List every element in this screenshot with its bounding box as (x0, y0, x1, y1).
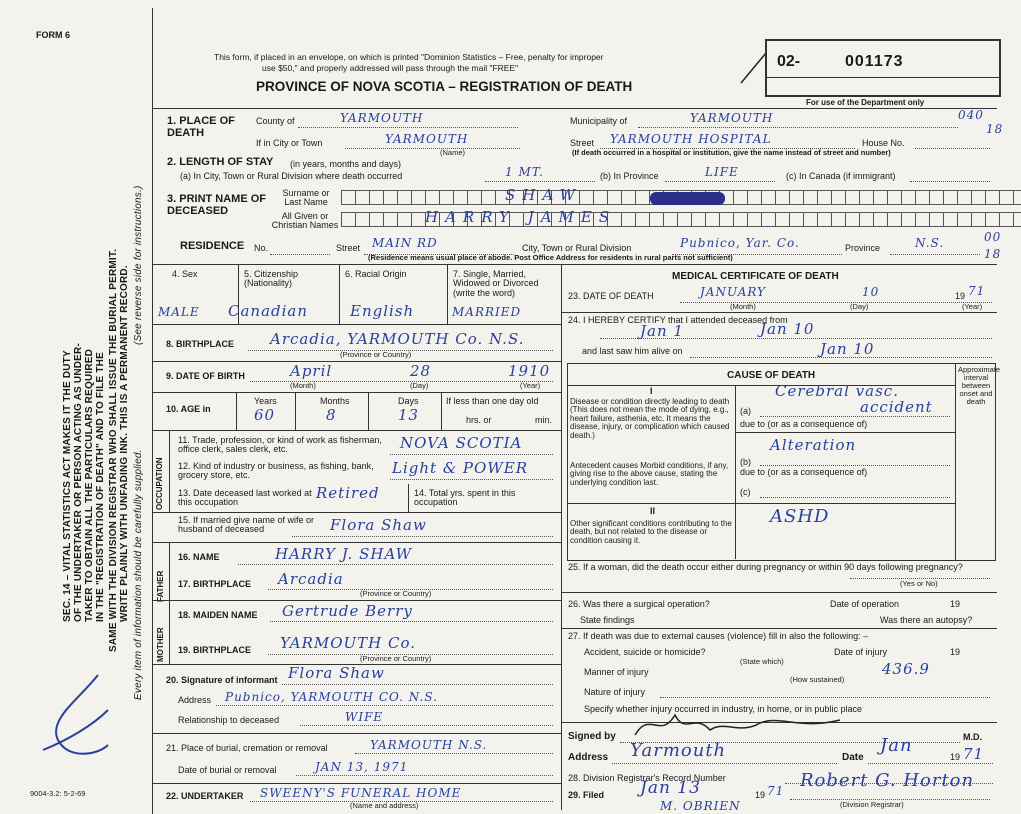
cell-divider (339, 264, 340, 324)
signed-by-label: Signed by (568, 731, 616, 742)
row-divider (152, 512, 561, 513)
woman-label: 25. If a woman, did the death occur either during pregnancy or within 90 days following pregnancy? (568, 562, 963, 572)
side-text-7: Every item of information should be carefully supplied. (133, 449, 144, 700)
hrs-label: hrs. or (466, 415, 492, 425)
mother-bp-caption: (Province or Country) (360, 654, 432, 663)
registrar-signature: Robert G. Horton (800, 770, 975, 791)
row-divider (561, 592, 997, 593)
house-no-label: House No. (862, 138, 905, 148)
cell-divider (295, 392, 296, 430)
cell-divider (236, 392, 237, 430)
code-040: 040 (958, 108, 984, 122)
spouse-value[interactable]: Flora Shaw (330, 516, 427, 534)
cell-divider (735, 385, 736, 559)
residence-street-label: Street (336, 243, 361, 253)
due-to-b: due to (or as a consequence of) (740, 467, 868, 477)
year-prefix: 19 (950, 752, 961, 762)
deceased-name-label: 3. PRINT NAME OF DECEASED (167, 193, 267, 217)
nature-label: Nature of injury (584, 687, 646, 697)
yes-no-caption: (Yes or No) (900, 579, 938, 588)
mother-birthplace-label: 19. BIRTHPLACE (178, 645, 252, 655)
racial-value[interactable]: English (350, 302, 415, 320)
due-to-a: due to (or as a consequence of) (740, 419, 868, 429)
physician-signature (630, 705, 850, 745)
side-text-6: WRITE PLAINLY WITH UNFADING INK. THIS IS A PERMANENT RECORD. (119, 265, 130, 622)
reg-number: 001173 (845, 53, 904, 70)
cause-c-letter: (c) (740, 487, 751, 497)
length-of-stay-label: 2. LENGTH OF STAY (167, 156, 274, 168)
state-which-caption: (State which) (740, 657, 784, 666)
informant-signature[interactable]: Flora Shaw (288, 664, 385, 682)
stay-city-label: (a) In City, Town or Rural Division where death occurred (180, 171, 403, 181)
father-name-label: 16. NAME (178, 552, 220, 562)
days-caption: Days (398, 396, 419, 406)
form-number: FORM 6 (36, 30, 71, 40)
cell-divider (955, 363, 956, 560)
given-label: All Given or Christian Names (271, 211, 339, 231)
burial-place-value[interactable]: YARMOUTH N.S. (370, 738, 488, 752)
death-year-prefix: 19 (955, 291, 966, 301)
side-text-3: TAKER TO OBTAIN ALL THE PARTICULARS REQUIRED (84, 348, 95, 622)
spouse-label: 15. If married give name of wife or husband of deceased (178, 515, 315, 535)
stay-canada-label: (c) In Canada (if immigrant) (786, 171, 896, 181)
row-divider (735, 432, 955, 433)
county-value[interactable]: YARMOUTH (340, 111, 424, 125)
how-sustained-caption: (How sustained) (790, 675, 845, 684)
undertaker-label: 22. UNDERTAKER (166, 791, 244, 801)
cell-divider (169, 430, 170, 512)
residence-street-value[interactable]: MAIN RD (372, 236, 438, 250)
notice-line-2: use $50," and properly addressed will pass through the mail "FREE" (262, 63, 519, 73)
check-mark (736, 48, 776, 88)
death-date-label: 23. DATE OF DEATH (568, 291, 654, 301)
mother-birthplace-value[interactable]: YARMOUTH Co. (280, 634, 417, 652)
physician-address[interactable]: Yarmouth (630, 740, 727, 761)
margin-signature-mark (38, 670, 118, 770)
date-operation-label: Date of operation (830, 599, 900, 609)
birthplace-value[interactable]: Arcadia, YARMOUTH Co. N.S. (270, 330, 525, 348)
hospital-note: (If death occurred in a hospital or institution, give the name instead of street and number) (572, 148, 891, 157)
attended-from[interactable]: Jan 1 (640, 322, 684, 340)
birthplace-label: 8. BIRTHPLACE (166, 339, 235, 349)
informant-address-label: Address (178, 695, 212, 705)
row-divider (152, 430, 561, 431)
side-text-4: IN THE "REGISTRATION OF DEATH" AND TO FILE THE (95, 352, 106, 622)
roman-two: II (650, 506, 656, 516)
death-year[interactable]: 71 (968, 284, 986, 298)
dob-month-caption: (Month) (290, 381, 316, 390)
accident-label: Accident, suicide or homicide? (584, 647, 706, 657)
street-label: Street (570, 138, 595, 148)
last-saw-label: and last saw him alive on (582, 346, 683, 356)
stay-province-value[interactable]: LIFE (705, 165, 739, 179)
cause-a2-value[interactable]: accident (860, 398, 933, 416)
undertaker-caption: (Name and address) (350, 801, 419, 810)
attended-to[interactable]: Jan 10 (760, 320, 815, 338)
onset-label: Approximate interval between onset and death (958, 365, 1001, 406)
side-text-2: OF THE UNDERTAKER OR PERSON ACTING AS UNDER- (73, 343, 84, 622)
antecedent-label: Antecedent causes Morbid conditions, if any, giving rise to the above cause, stating the underlying condition last. (570, 461, 729, 487)
cause-a-letter: (a) (740, 406, 751, 416)
racial-label: 6. Racial Origin (345, 269, 407, 279)
years-caption: Years (254, 396, 277, 406)
dob-year-caption: (Year) (520, 381, 541, 390)
row-divider (152, 783, 561, 784)
length-of-stay-note: (in years, months and days) (290, 159, 402, 169)
residence-no-label: No. (254, 243, 269, 253)
occupation-side-label: OCCUPATION (155, 457, 164, 510)
father-side-label: FATHER (156, 570, 165, 602)
industry-value[interactable]: Light & POWER (392, 459, 528, 477)
other-cause-value[interactable]: ASHD (770, 506, 830, 527)
sign-date-label: Date (842, 752, 864, 763)
cause-b-letter: (b) (740, 457, 751, 467)
row-divider (561, 628, 997, 629)
cell-divider (408, 484, 409, 512)
marital-label: 7. Single, Married, Widowed or Divorced (write the word) (453, 269, 539, 298)
roman-one: I (650, 386, 653, 396)
total-years-label: 14. Total yrs. spent in this occupation (414, 488, 516, 508)
residence-note: (Residence means usual place of abode. Post Office Address for residents in rural parts not sufficient) (368, 253, 733, 262)
residence-province-label: Province (845, 243, 881, 253)
cell-divider (169, 542, 170, 664)
row-divider (152, 600, 561, 601)
sign-date[interactable]: Jan (880, 735, 913, 756)
dob-day-caption: (Day) (410, 381, 429, 390)
specify-label: Specify whether injury occurred in industry, in home, or in public place (584, 704, 862, 714)
citizenship-label: 5. Citizenship (Nationality) (244, 269, 299, 289)
side-text-1: SEC. 14 – VITAL STATISTICS ACT MAKES IT THE DUTY (62, 350, 73, 622)
row-divider (152, 324, 561, 325)
surname-label: Surname or Last Name (282, 188, 330, 208)
age-months[interactable]: 8 (326, 406, 337, 424)
father-name-value[interactable]: HARRY J. SHAW (275, 545, 413, 563)
dob-day[interactable]: 28 (410, 362, 432, 380)
sex-label: 4. Sex (172, 269, 198, 279)
residence-city-value[interactable]: Pubnico, Yar. Co. (680, 236, 800, 250)
surgical-label: 26. Was there a surgical operation? (568, 599, 710, 609)
birthplace-caption: (Province or Country) (340, 350, 412, 359)
reg-prefix: 02- (777, 53, 801, 70)
burial-place-label: 21. Place of burial, cremation or removal (166, 743, 328, 753)
mother-maiden-label: 18. MAIDEN NAME (178, 610, 258, 620)
footer-code: 9004-3.2: 5-2-69 (30, 789, 86, 798)
disease-label: Disease or condition directly leading to death (This does not mean the mode of dying, e.g., heart failure, asthenia, etc. It means the disease, injury, or complication which caused death.) (570, 397, 730, 440)
external-label: 27. If death was due to external causes (violence) fill in also the following: – (568, 631, 869, 641)
redaction-mark (650, 192, 725, 205)
trade-value[interactable]: NOVA SCOTIA (400, 434, 523, 452)
mother-maiden-value[interactable]: Gertrude Berry (282, 602, 413, 620)
registrar-caption: (Division Registrar) (840, 800, 904, 809)
row-divider (567, 503, 955, 504)
burial-date-value[interactable]: JAN 13, 1971 (315, 760, 409, 774)
last-worked-label: 13. Date deceased last worked at this occupation (178, 488, 312, 508)
residence-code-bottom: 18 (984, 247, 1002, 261)
row-divider (152, 733, 561, 734)
cell-divider (447, 264, 448, 324)
row-divider (561, 312, 997, 313)
residence-label: RESIDENCE (180, 240, 245, 252)
city-label: If in City or Town (256, 138, 323, 148)
left-margin-line (152, 8, 153, 814)
residence-city-label: City, Town or Rural Division (522, 243, 632, 253)
last-saw-value[interactable]: Jan 10 (820, 340, 875, 358)
informant-sig-label: 20. Signature of informant (166, 675, 278, 685)
sign-year[interactable]: 71 (963, 745, 985, 763)
filed-label: 29. Filed (568, 790, 605, 800)
residence-province-value[interactable]: N.S. (915, 236, 945, 250)
father-birthplace-value[interactable]: Arcadia (278, 570, 344, 588)
street-value[interactable]: YARMOUTH HOSPITAL (610, 132, 772, 146)
age-days[interactable]: 13 (398, 406, 420, 424)
municipality-label: Municipality of (570, 116, 628, 126)
residence-code-top: 00 (984, 230, 1002, 244)
registration-number-box (765, 39, 1001, 97)
md-label: M.D. (963, 732, 982, 742)
row-divider (152, 392, 561, 393)
record-number-label: 28. Division Registrar's Record Number (568, 773, 726, 783)
death-day-caption: (Day) (850, 302, 869, 311)
cause-title: CAUSE OF DEATH (727, 370, 816, 381)
relationship-value[interactable]: WIFE (345, 710, 384, 724)
date-injury-label: Date of injury (834, 647, 888, 657)
place-of-death-label: 1. PLACE OF DEATH (167, 115, 235, 139)
name-caption: (Name) (440, 148, 466, 157)
lt-day-label: If less than one day old (446, 396, 539, 406)
cell-divider (368, 392, 369, 430)
registrar-stamp-name: M. OBRIEN (660, 799, 741, 813)
marital-value[interactable]: MARRIED (452, 305, 522, 319)
age-years[interactable]: 60 (254, 406, 276, 424)
mother-side-label: MOTHER (156, 627, 165, 662)
burial-date-label: Date of burial or removal (178, 765, 277, 775)
certify-label: 24. I HEREBY CERTIFY that I attended deceased from (568, 315, 788, 325)
filed-year[interactable]: 71 (767, 784, 785, 798)
relationship-label: Relationship to deceased (178, 715, 280, 725)
cause-a-value[interactable]: Cerebral vasc. (775, 382, 899, 400)
municipality-value[interactable]: YARMOUTH (690, 111, 774, 125)
sex-value[interactable]: MALE (158, 305, 200, 319)
section-divider (152, 108, 997, 109)
notice-line-1: This form, if placed in an envelope, on which is printed "Dominion Statistics – Free, penalty for improper (214, 52, 604, 62)
cause-b-value[interactable]: Alteration (770, 436, 857, 454)
father-bp-caption: (Province or Country) (360, 589, 432, 598)
cell-divider (441, 392, 442, 430)
father-birthplace-label: 17. BIRTHPLACE (178, 579, 252, 589)
citizenship-value[interactable]: Canadian (228, 302, 309, 320)
row-divider (152, 542, 561, 543)
findings-label: State findings (580, 615, 635, 625)
code-18: 18 (986, 122, 1004, 136)
given-value[interactable]: HARRY JAMES (425, 208, 617, 226)
stay-city-value[interactable]: 1 MT. (505, 165, 544, 179)
dob-month[interactable]: April (290, 362, 333, 380)
last-worked-value[interactable]: Retired (316, 484, 380, 502)
death-year-caption: (Year) (962, 302, 983, 311)
stay-province-label: (b) In Province (600, 171, 659, 181)
surname-value[interactable]: SHAW (505, 186, 582, 204)
death-month-caption: (Month) (730, 302, 756, 311)
row-divider (152, 361, 561, 362)
autopsy-label: Was there an autopsy? (880, 615, 973, 625)
section-divider (152, 264, 997, 265)
age-label: 10. AGE in (166, 404, 211, 414)
dept-use-label: For use of the Department only (806, 98, 925, 107)
year-prefix: 19 (755, 790, 766, 800)
address-label: Address (568, 752, 609, 763)
dob-label: 9. DATE OF BIRTH (166, 371, 245, 381)
min-label: min. (535, 415, 553, 425)
year-prefix: 19 (950, 647, 961, 657)
months-caption: Months (320, 396, 350, 406)
county-label: County of (256, 116, 295, 126)
year-prefix: 19 (950, 599, 961, 609)
other-conditions-label: Other significant conditions contributing to the death, but not related to the disease or condition causing it. (570, 519, 732, 545)
column-divider (561, 264, 562, 810)
manner-label: Manner of injury (584, 667, 649, 677)
informant-address-value[interactable]: Pubnico, YARMOUTH CO. N.S. (225, 690, 438, 704)
manner-code: 436.9 (882, 660, 930, 678)
industry-label: 12. Kind of industry or business, as fishing, bank, grocery store, etc. (178, 461, 374, 481)
side-text-8: (See reverse side for instructions.) (133, 185, 144, 345)
form-title: PROVINCE OF NOVA SCOTIA – REGISTRATION OF DEATH (256, 79, 633, 94)
medical-title: MEDICAL CERTIFICATE OF DEATH (672, 271, 839, 282)
trade-label: 11. Trade, profession, or kind of work as fisherman, office clerk, sales clerk, etc. (178, 435, 382, 455)
dob-year[interactable]: 1910 (508, 362, 551, 380)
undertaker-value[interactable]: SWEENY'S FUNERAL HOME (260, 786, 462, 800)
city-value[interactable]: YARMOUTH (385, 132, 469, 146)
side-text-5: SAME WITH THE DIVISION REGISTRAR WHO SHALL ISSUE THE BURIAL PERMIT. (108, 248, 119, 652)
death-month[interactable]: JANUARY (700, 285, 766, 299)
death-day[interactable]: 10 (862, 285, 880, 299)
filed-date[interactable]: Jan 13 (640, 778, 701, 798)
